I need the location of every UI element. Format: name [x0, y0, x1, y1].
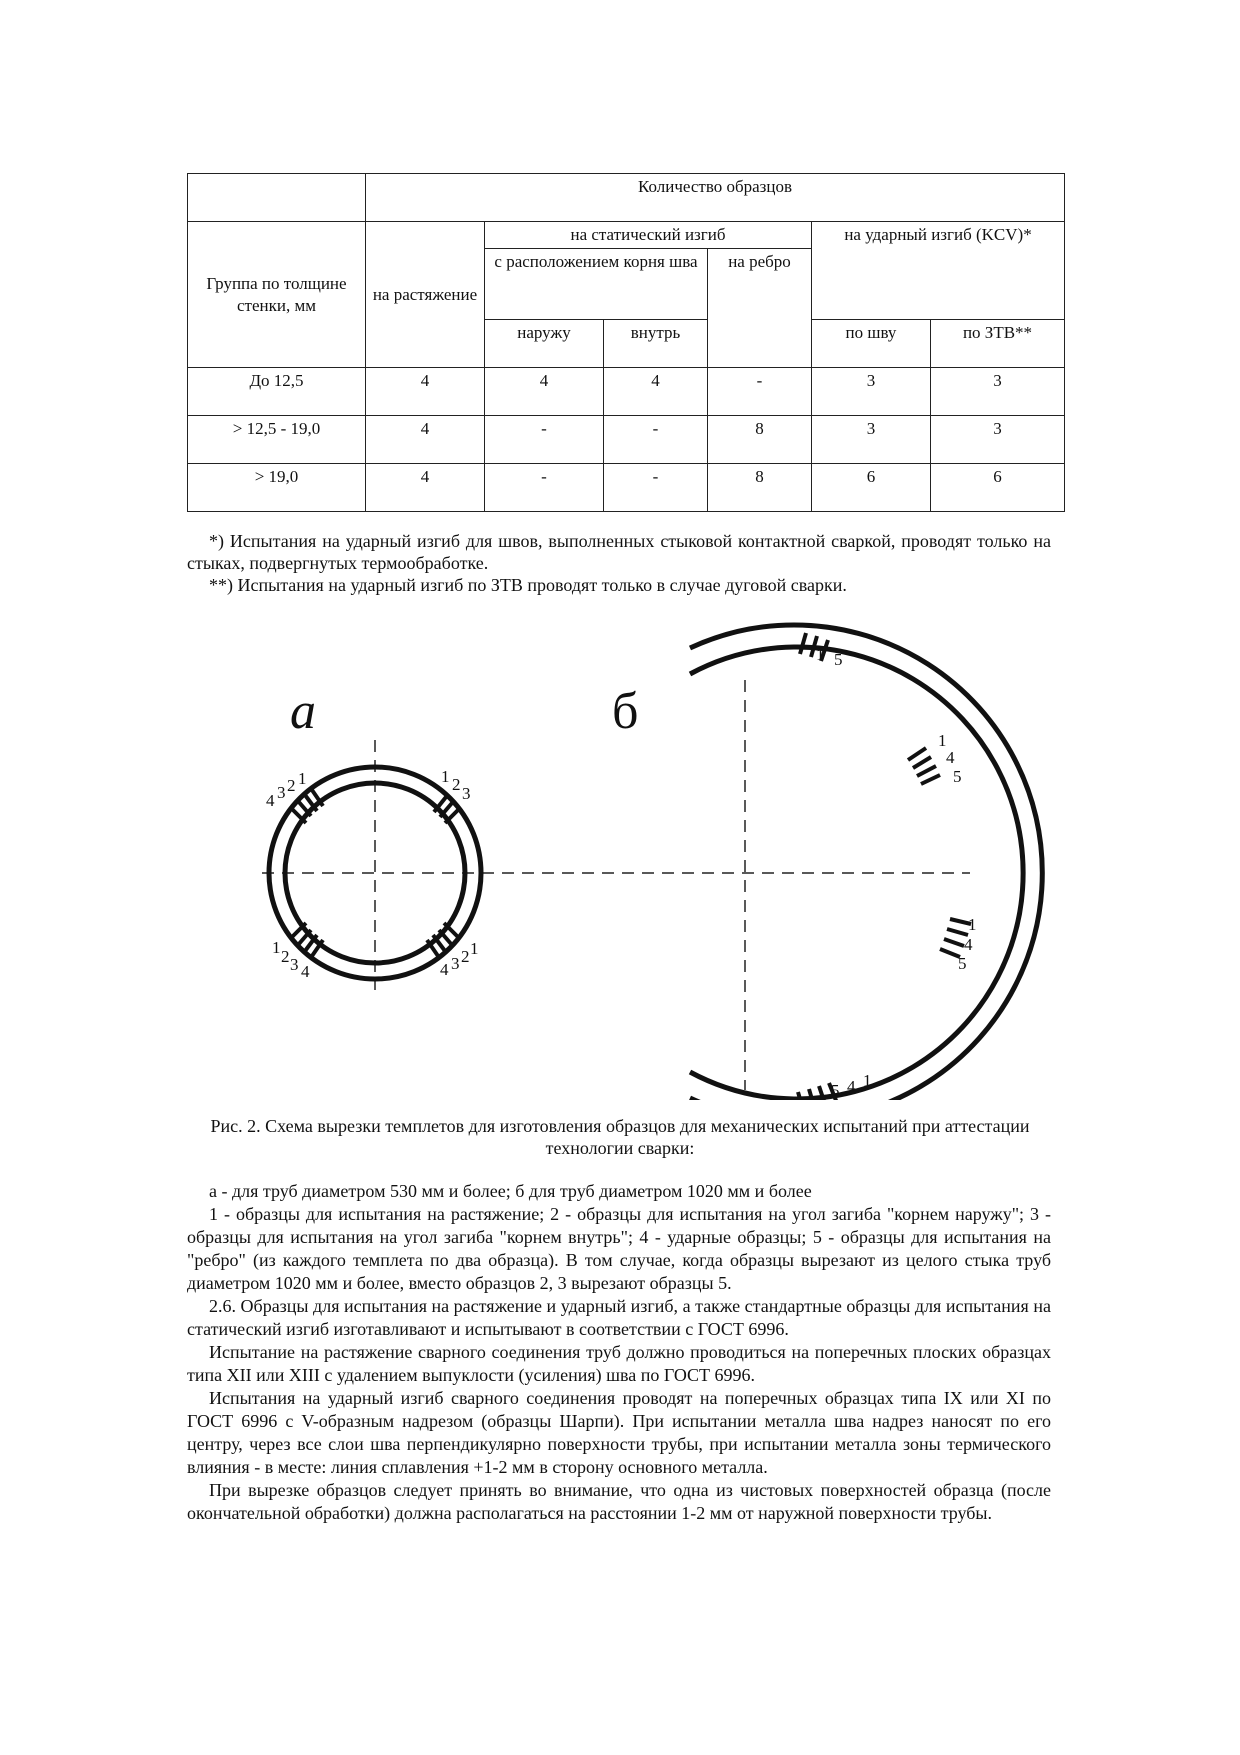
table-cell: 4 [366, 416, 485, 464]
root-position-header: с расположением корня шва [485, 249, 708, 320]
b-lr-label-5: 5 [958, 954, 967, 973]
table-cell: 4 [366, 368, 485, 416]
legend-paragraph: 1 - образцы для испытания на растяжение; 2 - образцы для испытания на угол загиба "корнем наружу"; 3 - образцы для испытания на угол загиба "корнем внутрь"; 4 - ударные образцы; 5 - образцы для испытания на "ребро" (из каждого темплета по два образца). В том случае, когда образцы вырезают из целого стыка труб диаметром 1020 мм и более, вместо образцов 2, 3 вырезают образцы 5. [187, 1204, 1051, 1293]
figure-label-b: б [612, 683, 639, 740]
a-ur-label-2: 2 [452, 775, 461, 794]
a-ll-label-1: 1 [272, 938, 281, 957]
table-cell: - [485, 416, 604, 464]
a-cut-lower-left [291, 923, 323, 956]
a-ll-label-2: 2 [281, 947, 290, 966]
by-weld-header: по шву [812, 320, 931, 368]
table-cell: 6 [812, 464, 931, 512]
table-cell: > 19,0 [188, 464, 366, 512]
b-lr-label-1: 1 [968, 915, 977, 934]
table-cell: До 12,5 [188, 368, 366, 416]
a-ll-label-3: 3 [290, 955, 299, 974]
by-haz-header: по ЗТВ** [931, 320, 1065, 368]
a-ur-label-1: 1 [441, 767, 450, 786]
table-cell: 3 [931, 416, 1065, 464]
a-ul-label-4: 4 [266, 791, 275, 810]
b-ur-label-4: 4 [946, 748, 955, 767]
table-cell: - [485, 464, 604, 512]
b-pipe-outer [690, 625, 1042, 1100]
table-row [188, 416, 1065, 464]
table-row [188, 464, 1065, 512]
table-cell: 4 [485, 368, 604, 416]
a-ur-label-3: 3 [462, 784, 471, 803]
legend-line: а - для труб диаметром 530 мм и более; б для труб диаметром 1020 мм и более [209, 1181, 812, 1201]
footnote-2: **) Испытания на ударный изгиб по ЗТВ проводят только в случае дуговой сварки. [209, 575, 847, 595]
a-ul-label-2: 2 [287, 776, 296, 795]
empty-corner-cell [188, 174, 366, 222]
a-lr-label-1: 1 [470, 939, 479, 958]
footnote-1: *) Испытания на ударный изгиб для швов, выполненных стыковой контактной сваркой, проводят только на стыках, подвергнутых термообработке. [187, 531, 1051, 573]
table-cell: - [604, 464, 708, 512]
table-cell: 3 [812, 368, 931, 416]
table-cell: - [604, 416, 708, 464]
figure-caption: Рис. 2. Схема вырезки темплетов для изготовления образцов для механических испытаний при аттестации технологии сварки: [210, 1116, 1030, 1158]
a-ll-label-4: 4 [301, 962, 310, 981]
specimen-count-table [187, 173, 1065, 512]
b-ur-label-5: 5 [953, 767, 962, 786]
template-cutting-figure [0, 600, 1240, 1100]
paragraph-2-6: 2.6. Образцы для испытания на растяжение и ударный изгиб, а также стандартные образцы для испытания на статический изгиб изготавливают и испытывают в соответствии с ГОСТ 6996. [187, 1296, 1051, 1339]
body-text [187, 1180, 1051, 1525]
b-ur-label-1: 1 [938, 731, 947, 750]
figure-label-a: а [290, 683, 316, 740]
inward-header: внутрь [604, 320, 708, 368]
quantity-header: Количество образцов [366, 174, 1065, 222]
a-cut-lower-right [427, 923, 459, 956]
table-footnotes [187, 530, 1051, 596]
table-cell: 3 [812, 416, 931, 464]
b-top-label-5: 5 [834, 650, 843, 669]
impact-header: на ударный изгиб (KCV)* [812, 222, 1065, 320]
a-lr-label-4: 4 [440, 960, 449, 979]
b-cut-upper-right [908, 748, 940, 784]
a-lr-label-2: 2 [461, 947, 470, 966]
table-cell: 6 [931, 464, 1065, 512]
paragraph-impact: Испытания на ударный изгиб сварного соединения проводят на поперечных образцах типа IX или XI по ГОСТ 6996 с V-образным надрезом (образцы Шарпи). При испытании металла шва надрез наносят по его центру, через все слои шва перпендикулярно поверхности трубы, при испытании металла зоны термического влияния - в месте: линия сплавления +1-2 мм в сторону основного металла. [187, 1388, 1051, 1477]
b-bottom-label-4: 4 [847, 1077, 856, 1096]
table-row [188, 368, 1065, 416]
paragraph-cutting: При вырезке образцов следует принять во внимание, что одна из чистовых поверхностей образца (после окончательной обработки) должна располагаться на расстоянии 1-2 мм от наружной поверхности трубы. [187, 1480, 1051, 1523]
paragraph-tension: Испытание на растяжение сварного соединения труб должно проводиться на поперечных плоских образцах типа XII или XIII с удалением выпуклости (усиления) шва по ГОСТ 6996. [187, 1342, 1051, 1385]
a-ul-label-3: 3 [277, 783, 286, 802]
outward-header: наружу [485, 320, 604, 368]
edge-header: на ребро [708, 249, 812, 368]
b-top-label-1: 1 [816, 645, 825, 664]
static-bend-header: на статический изгиб [485, 222, 812, 249]
table-cell: 8 [708, 416, 812, 464]
table-cell: 4 [604, 368, 708, 416]
table-cell: 8 [708, 464, 812, 512]
tension-header: на растяжение [366, 222, 485, 368]
group-header: Группа по толщине стенки, мм [188, 222, 366, 368]
table-cell: 4 [366, 464, 485, 512]
a-ul-label-1: 1 [298, 769, 307, 788]
table-cell: > 12,5 - 19,0 [188, 416, 366, 464]
b-lr-label-4: 4 [964, 935, 973, 954]
b-pipe-inner [690, 647, 1023, 1099]
table-cell: 3 [931, 368, 1065, 416]
table-cell: - [708, 368, 812, 416]
a-lr-label-3: 3 [451, 954, 460, 973]
b-bottom-label-1: 1 [863, 1071, 872, 1090]
b-bottom-label-5: 5 [831, 1081, 840, 1100]
a-cut-upper-left [291, 790, 323, 823]
